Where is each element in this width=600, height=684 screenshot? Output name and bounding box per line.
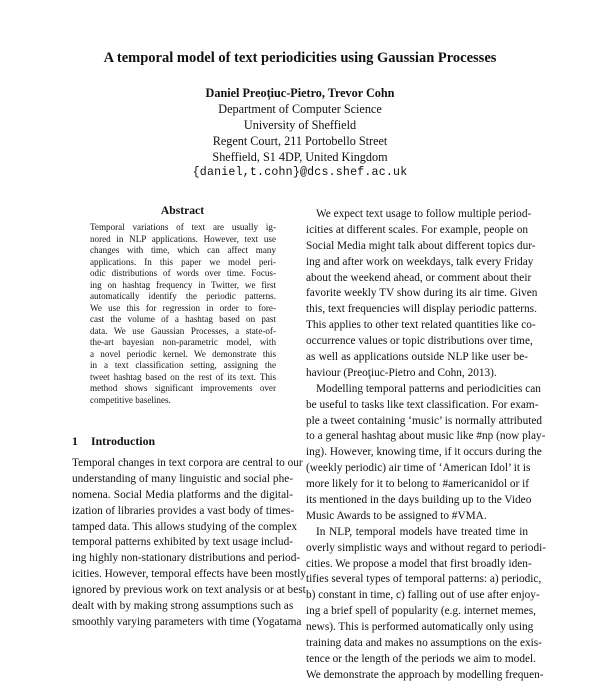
- body-line: ing). However, knowing time, if it occurs during the: [306, 446, 542, 459]
- affiliation-department: Department of Computer Science: [218, 102, 382, 116]
- body-line: overly simplistic ways and without regard to periodi-: [306, 541, 547, 554]
- abstract-line: data. We use Gaussian Processes, a state-of-: [90, 325, 276, 336]
- body-line: We demonstrate the approach by modelling frequen-: [306, 668, 544, 681]
- section-heading-introduction: [72, 434, 155, 448]
- abstract-line: cast the volume of a hashtag based on past: [90, 314, 276, 324]
- body-line: ing and after work on weekdays, talk every Friday: [306, 255, 534, 268]
- body-line: news). This is performed automatically only using: [306, 621, 534, 634]
- body-line: ing a brief spell of popularity (e.g. internet memes,: [306, 605, 536, 618]
- body-line: cities. We propose a model that first broadly iden-: [306, 557, 532, 570]
- abstract-line: automatically identify the periodic patterns.: [90, 291, 276, 301]
- affiliation-street: Regent Court, 211 Portobello Street: [212, 134, 388, 148]
- author-email: {daniel,t.cohn}@dcs.shef.ac.uk: [192, 166, 408, 179]
- abstract-line: odic distributions of words over time. Focus-: [90, 268, 276, 278]
- body-line: b) constant in time, c) falling out of use after enjoy-: [306, 589, 540, 602]
- body-line: dealt with by making strong assumptions such as: [72, 600, 294, 613]
- paper-title: A temporal model of text periodicities using Gaussian Processes: [103, 50, 497, 66]
- abstract-line: ing on hashtag frequency in Twitter, we first: [90, 279, 276, 290]
- abstract-line: competitive baselines.: [90, 394, 171, 405]
- body-line: icities. However, temporal effects have been mostly: [72, 568, 306, 581]
- body-line: occurrence values or topic distributions over time,: [306, 335, 533, 348]
- body-line: understanding of many linguistic and social phe-: [72, 472, 293, 485]
- abstract-line: a novel periodic kernel. We demonstrate this: [90, 348, 276, 359]
- body-line: be useful to tasks like text classification. For exam-: [306, 398, 539, 411]
- body-line: tamped data. This allows studying of the complex: [72, 520, 298, 533]
- body-line: Temporal changes in text corpora are central to our: [72, 457, 303, 469]
- body-line: Music Awards to be assigned to #VMA.: [306, 509, 487, 522]
- author-block: [0, 85, 600, 181]
- affiliation-city: Sheffield, S1 4DP, United Kingdom: [212, 150, 388, 164]
- body-line: (weekly periodic) air time of ‘American Idol’ it is: [306, 462, 531, 475]
- abstract-line: We use this for regression in order to fore-: [90, 302, 276, 313]
- abstract-body: [90, 222, 276, 406]
- body-line: temporal patterns exhibited by text usage includ-: [72, 536, 293, 549]
- body-line: haviour (Preoţiuc-Pietro and Cohn, 2013).: [306, 366, 497, 379]
- body-line: favorite weekly TV show during its air time. Given: [306, 287, 538, 300]
- abstract-line: applications. In this paper we model peri-: [90, 256, 276, 267]
- abstract-line: the-art bayesian non-parametric model, with: [90, 337, 276, 347]
- body-line: smoothly varying parameters with time (Yogatama: [72, 615, 302, 628]
- body-line: This applies to other text related quantities like co-: [306, 319, 536, 332]
- body-line: In NLP, temporal models have treated time in: [316, 525, 528, 538]
- body-line: tifies several types of temporal patterns: a) periodic,: [306, 573, 542, 586]
- body-line: Social Media might talk about different topics dur-: [306, 239, 536, 252]
- body-line: icities at different scales. For example, people on: [306, 223, 528, 236]
- body-line: its mentioned in the days building up to the Video: [306, 494, 532, 507]
- section-title: Introduction: [91, 434, 156, 448]
- abstract-line: tweet hashtag based on the rest of its text. This: [90, 371, 276, 382]
- abstract-heading: Abstract: [160, 204, 205, 217]
- body-line: ization of libraries provides a vast body of times-: [72, 504, 295, 517]
- body-line: training data and makes no assumptions on the exis-: [306, 637, 542, 650]
- body-line: to a general hashtag about music like #np (now play-: [306, 430, 546, 443]
- body-line: We expect text usage to follow multiple period-: [316, 208, 532, 220]
- introduction-body: [72, 456, 306, 631]
- author-names: Daniel Preoţiuc-Pietro, Trevor Cohn: [205, 86, 395, 100]
- abstract-line: method shows significant improvements over: [90, 383, 276, 393]
- right-column-body: [306, 207, 547, 684]
- body-line: ignored by previous work on text analysis or at best: [72, 584, 306, 597]
- body-line: about the weekend ahead, or comment about their: [306, 271, 532, 284]
- body-line: this, text frequencies will display periodic patterns.: [306, 303, 537, 316]
- section-number: 1: [72, 434, 78, 448]
- body-line: ple a tweet containing ‘music’ is normally attributed: [306, 414, 543, 427]
- abstract-line: in a text classification setting, assigning the: [90, 360, 276, 370]
- body-line: more likely for it to belong to #americanidol or if: [306, 478, 530, 491]
- affiliation-university: University of Sheffield: [243, 118, 357, 132]
- body-line: tence or the length of the periods we aim to model.: [306, 652, 536, 665]
- abstract-line: Temporal variations of text are usually ig-: [90, 222, 276, 232]
- body-line: ing highly non-stationary distributions and period-: [72, 552, 301, 565]
- body-line: nomena. Social Media platforms and the digital-: [72, 488, 293, 501]
- abstract-line: changes with time, which can affect many: [90, 245, 276, 255]
- body-line: as well as applications outside NLP like user be-: [306, 351, 528, 364]
- abstract-line: nored in NLP applications. However, text use: [90, 233, 276, 244]
- body-line: Modelling temporal patterns and periodicities can: [316, 382, 541, 395]
